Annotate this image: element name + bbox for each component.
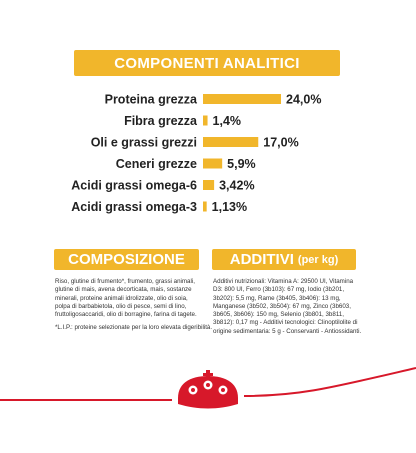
bar	[203, 180, 214, 190]
category-label: Acidi grassi omega-6	[71, 178, 197, 193]
bar	[203, 137, 258, 147]
footer-red-line-right	[244, 368, 416, 396]
footer-decoration	[0, 352, 416, 453]
category-label: Acidi grassi omega-3	[71, 200, 197, 214]
additives-unit: (per kg)	[297, 253, 339, 266]
composition-header	[54, 249, 199, 270]
value-label: 5,9%	[227, 157, 256, 171]
bar	[203, 94, 281, 104]
composition-title: COMPOSIZIONE	[68, 251, 185, 268]
value-label: 1,13%	[211, 200, 248, 214]
value-label: 3,42%	[219, 178, 255, 193]
additives-text: Additivi nutrizionali: Vitamina A: 29500 UI, Vitamina D3: 800 UI, Ferro (3b103): 67 mg, Iodio (3b201, 3b202): 5,5 mg, Rame (3b405, 3b406): 13 mg, Manganese (3b502, 3b504): 67 mg, Zinco (3b603, 3b605, 3b606): 150 mg, Selenio (3b801, 3b811, 3b812): 0,17 mg - Additivi tecnologici: Clinoptilolite di origine sedimentaria: 5 g - Conservanti - Antiossidanti.	[213, 278, 362, 335]
bar	[203, 116, 208, 126]
royal-canin-crown-logo-icon	[178, 370, 238, 409]
additives-title: ADDITIVI	[229, 251, 294, 268]
category-label: Ceneri grezze	[115, 157, 197, 171]
analytical-components-header	[74, 50, 340, 76]
bar	[203, 159, 222, 169]
category-label: Fibra grezza	[124, 114, 197, 128]
composition-footnote: *L.I.P.: proteine selezionate per la loro elevata digeribilità.	[55, 324, 213, 331]
composition-text: Riso, glutine di frumento*, frumento, grassi animali, glutine di mais, avena decorticata, mais, sostanze minerali, proteine animali idrolizzate, olio di soia, polpa di barbabietola, olio di pesce, semi di lino, fruttoligosaccaridi, olio di borragine, farina di tagete.	[55, 278, 197, 319]
additives-header	[212, 249, 356, 270]
category-label: Proteina grezza	[104, 92, 197, 107]
bar	[203, 202, 207, 212]
category-label: Oli e grassi grezzi	[90, 135, 197, 150]
value-label: 1,4%	[212, 114, 242, 128]
value-label: 17,0%	[263, 135, 299, 150]
value-label: 24,0%	[286, 92, 322, 107]
analytical-bar-chart	[0, 86, 416, 221]
analytical-components-title: COMPONENTI ANALITICI	[114, 54, 300, 72]
